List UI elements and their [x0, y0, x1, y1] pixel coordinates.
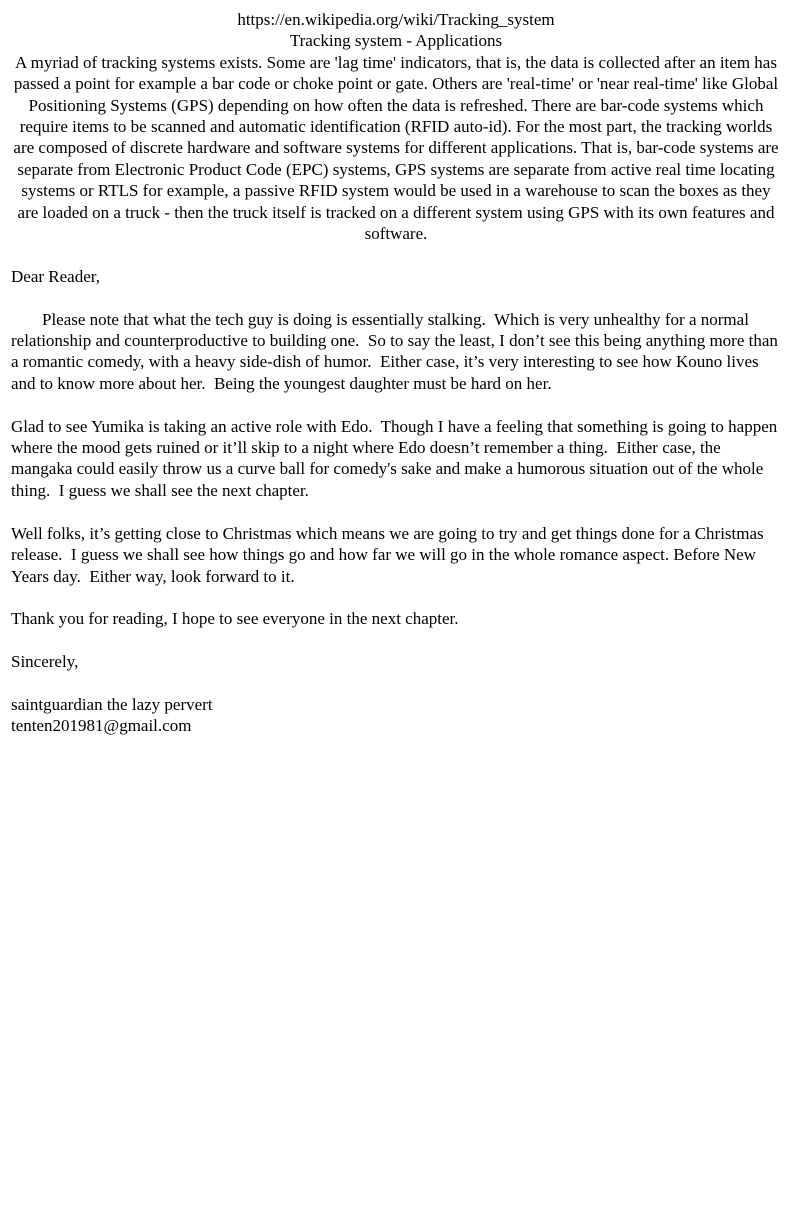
excerpt-paragraph: A myriad of tracking systems exists. Some are 'lag time' indicators, that is, the data is collected after an item has passed a point for example a bar code or choke point or gate. Others are 'real-time' or 'near real-time' like Global Positioning Systems (GPS) depending on how often the data is refreshed. There are bar-code systems which require items to be scanned and automatic identification (RFID auto-id). For the most part, the tracking worlds are composed of discrete hardware and software systems for different applications. That is, bar-code systems are separate from Electronic Product Code (EPC) systems, GPS systems are separate from active real time locating systems or RTLS for example, a passive RFID system would be used in a warehouse to scan the boxes as they are loaded on a truck - then the truck itself is tracked on a different system using GPS with its own features and software.	[13, 52, 783, 244]
closing: Sincerely,	[11, 652, 79, 672]
signature-email: tenten201981@gmail.com	[11, 716, 192, 736]
letter-paragraph: Glad to see Yumika is taking an active role with Edo. Though I have a feeling that something is going to happen where the mood gets ruined or it’ll skip to a night where Edo doesn’t remember a thing. Either case, the mangaka could easily throw us a curve ball for comedy's sake and make a humorous situation out of the whole thing. I guess we shall see the next chapter.	[11, 416, 782, 500]
letter-paragraph: Please note that what the tech guy is doing is essentially stalking. Which is very unhealthy for a normal relationship and counterproductive to building one. So to say the least, I don’t see this being anything more than a romantic comedy, with a heavy side-dish of humor. Either case, it’s very interesting to see how Kouno lives and to know more about her. Being the youngest daughter must be hard on her.	[11, 309, 783, 393]
page-title: Tracking system - Applications	[289, 31, 503, 51]
signature-name: saintguardian the lazy pervert	[11, 694, 213, 714]
letter-paragraph: Well folks, it’s getting close to Christmas which means we are going to try and get things done for a Christmas release. I guess we shall see how things go and how far we will go in the whole romance aspect. Before New Years day. Either way, look forward to it.	[11, 523, 768, 586]
document-header	[11, 9, 781, 244]
thanks-line: Thank you for reading, I hope to see everyone in the next chapter.	[11, 609, 459, 629]
source-url: https://en.wikipedia.org/wiki/Tracking_system	[237, 10, 555, 29]
letter-body	[11, 266, 781, 737]
salutation: Dear Reader,	[11, 266, 100, 286]
